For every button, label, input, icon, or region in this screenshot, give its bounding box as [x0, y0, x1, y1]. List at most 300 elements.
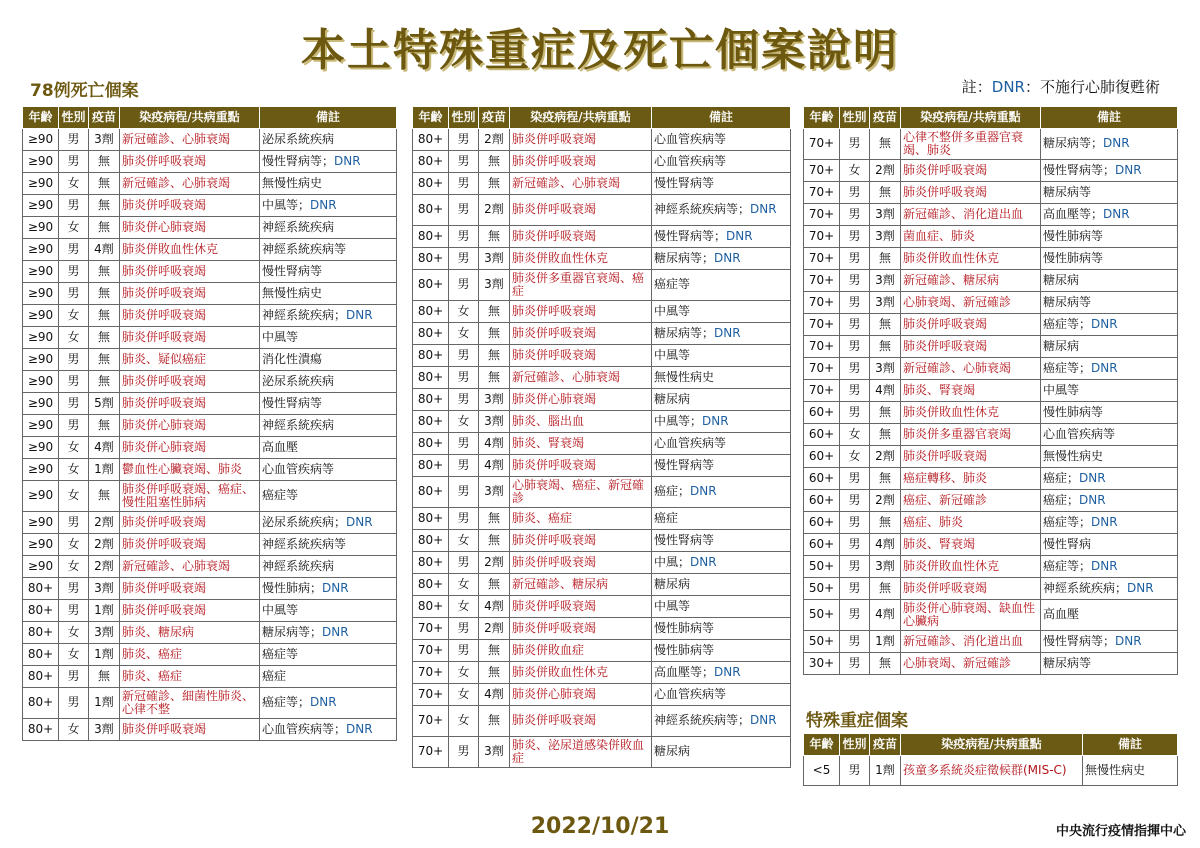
- condition-cell: 心肺衰竭、新冠確診: [901, 292, 1041, 314]
- header-sex: 性別: [59, 107, 89, 129]
- vaccine-cell: 4劑: [479, 433, 510, 455]
- vaccine-cell: 無: [89, 481, 120, 512]
- remarks-text: 癌症等: [262, 488, 299, 503]
- dnr-tag: DNR: [1115, 162, 1142, 177]
- age-cell: 80+: [413, 552, 449, 574]
- vaccine-cell: 2劑: [479, 552, 510, 574]
- remarks-text: 高血壓: [262, 439, 299, 454]
- vaccine-cell: 3劑: [870, 226, 901, 248]
- vaccine-cell: 無: [870, 182, 901, 204]
- table-row: [413, 684, 791, 706]
- age-cell: 50+: [804, 600, 840, 631]
- remarks-cell: [1041, 534, 1178, 556]
- header-age: 年齡: [413, 107, 449, 129]
- condition-cell: 肺炎併敗血性休克: [901, 556, 1041, 578]
- dnr-tag: DNR: [1091, 558, 1118, 573]
- vaccine-cell: 無: [870, 424, 901, 446]
- remarks-text: 糖尿病等: [1043, 655, 1092, 670]
- vaccine-cell: 無: [870, 336, 901, 358]
- vaccine-cell: 無: [89, 371, 120, 393]
- condition-cell: 孩童多系統炎症徵候群(MIS-C): [901, 756, 1083, 786]
- table-row: [413, 706, 791, 737]
- remarks-text: 慢性肺病等: [654, 620, 715, 635]
- header-vaccine: 疫苗: [870, 734, 901, 756]
- header-sex: 性別: [840, 734, 870, 756]
- header-condition: 染疫病程/共病重點: [901, 107, 1041, 129]
- table-row: [804, 270, 1178, 292]
- remarks-text: 慢性腎病等: [654, 532, 715, 547]
- condition-cell: 肺炎、癌症: [120, 644, 260, 666]
- sex-cell: 女: [59, 481, 89, 512]
- condition-cell: 肺炎併呼吸衰竭: [120, 151, 260, 173]
- age-cell: 80+: [413, 195, 449, 226]
- age-cell: 80+: [413, 345, 449, 367]
- vaccine-cell: 3劑: [870, 292, 901, 314]
- condition-cell: 肺炎併呼吸衰竭: [120, 600, 260, 622]
- age-cell: 70+: [804, 270, 840, 292]
- remarks-text: 神經系統疾病等: [262, 241, 347, 256]
- sex-cell: 男: [59, 415, 89, 437]
- vaccine-cell: 4劑: [479, 455, 510, 477]
- sex-cell: 男: [840, 578, 870, 600]
- header-remarks: 備註: [260, 107, 397, 129]
- sex-cell: 女: [449, 596, 479, 618]
- sex-cell: 男: [840, 182, 870, 204]
- age-cell: 70+: [413, 737, 449, 768]
- age-cell: 70+: [804, 336, 840, 358]
- dnr-tag: DNR: [1127, 580, 1154, 595]
- remarks-cell: [652, 477, 791, 508]
- remarks-cell: [1041, 248, 1178, 270]
- sex-cell: 男: [59, 578, 89, 600]
- remarks-text: 慢性腎病等: [262, 395, 323, 410]
- age-cell: 50+: [804, 556, 840, 578]
- sex-cell: 男: [449, 367, 479, 389]
- sex-cell: 男: [840, 631, 870, 653]
- sex-cell: 女: [449, 323, 479, 345]
- sex-cell: 男: [449, 552, 479, 574]
- remarks-cell: [260, 349, 397, 371]
- table-row: [413, 455, 791, 477]
- table-row: [23, 305, 397, 327]
- condition-cell: 肺炎併呼吸衰竭: [510, 226, 652, 248]
- table-row: [804, 358, 1178, 380]
- remarks-cell: [652, 574, 791, 596]
- vaccine-cell: 無: [479, 151, 510, 173]
- age-cell: ≥90: [23, 283, 59, 305]
- sex-cell: 男: [449, 640, 479, 662]
- remarks-cell: [260, 393, 397, 415]
- sex-cell: 女: [449, 301, 479, 323]
- age-cell: 80+: [413, 574, 449, 596]
- table-row: [23, 600, 397, 622]
- table-row: [413, 195, 791, 226]
- age-cell: 80+: [23, 719, 59, 741]
- sex-cell: 男: [840, 226, 870, 248]
- remarks-cell: [260, 437, 397, 459]
- sex-cell: 男: [449, 248, 479, 270]
- remarks-cell: [260, 327, 397, 349]
- remarks-cell: [652, 640, 791, 662]
- dnr-tag: DNR: [714, 664, 741, 679]
- age-cell: 70+: [804, 380, 840, 402]
- note-prefix: 註：: [961, 78, 992, 96]
- condition-cell: 肺炎、疑似癌症: [120, 349, 260, 371]
- age-cell: 70+: [413, 640, 449, 662]
- remarks-text: 心血管疾病等: [262, 461, 335, 476]
- remarks-cell: [260, 371, 397, 393]
- sex-cell: 男: [840, 129, 870, 160]
- remarks-text: 心血管疾病等；: [262, 721, 347, 736]
- vaccine-cell: 無: [479, 345, 510, 367]
- vaccine-cell: 無: [89, 173, 120, 195]
- remarks-cell: [652, 684, 791, 706]
- age-cell: ≥90: [23, 305, 59, 327]
- age-cell: 80+: [413, 596, 449, 618]
- sex-cell: 男: [840, 756, 870, 786]
- condition-cell: 肺炎併心肺衰竭: [510, 389, 652, 411]
- table-row: [804, 556, 1178, 578]
- table-row: [804, 512, 1178, 534]
- condition-cell: 肺炎併敗血性休克: [510, 662, 652, 684]
- age-cell: 70+: [413, 706, 449, 737]
- dnr-tag: DNR: [310, 695, 337, 710]
- condition-cell: 肺炎併呼吸衰竭: [510, 455, 652, 477]
- remarks-text: 無慢性病史: [262, 285, 323, 300]
- sex-cell: 男: [59, 151, 89, 173]
- sex-cell: 男: [59, 393, 89, 415]
- remarks-cell: [260, 578, 397, 600]
- age-cell: 80+: [413, 173, 449, 195]
- vaccine-cell: 無: [870, 653, 901, 675]
- vaccine-cell: 無: [479, 508, 510, 530]
- condition-cell: 肺炎併呼吸衰竭: [510, 151, 652, 173]
- remarks-cell: [652, 530, 791, 552]
- condition-cell: 肺炎併呼吸衰竭: [510, 706, 652, 737]
- vaccine-cell: 5劑: [89, 393, 120, 415]
- header-remarks: 備註: [1083, 734, 1178, 756]
- remarks-cell: [652, 129, 791, 151]
- condition-cell: 新冠確診、細菌性肺炎、心律不整: [120, 688, 260, 719]
- sex-cell: 男: [59, 129, 89, 151]
- remarks-text: 慢性肺病等: [654, 642, 715, 657]
- vaccine-cell: 無: [89, 283, 120, 305]
- table-row: [413, 618, 791, 640]
- remarks-cell: [652, 323, 791, 345]
- remarks-text: 癌症等；: [262, 695, 311, 710]
- condition-cell: 新冠確診、心肺衰竭: [510, 367, 652, 389]
- remarks-text: 慢性腎病等；: [262, 153, 335, 168]
- dnr-tag: DNR: [1091, 316, 1118, 331]
- table-row: [23, 437, 397, 459]
- vaccine-cell: 無: [479, 173, 510, 195]
- sex-cell: 男: [59, 666, 89, 688]
- vaccine-cell: 3劑: [479, 477, 510, 508]
- table-row: [413, 596, 791, 618]
- remarks-text: 中風等: [1043, 382, 1080, 397]
- sex-cell: 男: [840, 314, 870, 336]
- remarks-text: 心血管疾病等: [654, 686, 727, 701]
- vaccine-cell: 1劑: [870, 631, 901, 653]
- remarks-cell: [652, 662, 791, 684]
- remarks-cell: [652, 270, 791, 301]
- age-cell: 80+: [23, 622, 59, 644]
- report-date: 2022/10/21: [530, 814, 670, 839]
- remarks-cell: [260, 556, 397, 578]
- remarks-text: 慢性肺病；: [262, 580, 323, 595]
- remarks-text: 高血壓: [1043, 607, 1080, 622]
- special-cases-table: [803, 733, 1178, 786]
- vaccine-cell: 無: [89, 195, 120, 217]
- table-row: [413, 226, 791, 248]
- condition-cell: 肺炎併心肺衰竭: [120, 415, 260, 437]
- age-cell: 80+: [413, 530, 449, 552]
- remarks-text: 中風等；: [262, 197, 311, 212]
- remarks-text: 中風；: [654, 554, 691, 569]
- condition-cell: 肺炎併呼吸衰竭: [901, 160, 1041, 182]
- remarks-text: 糖尿病: [654, 576, 691, 591]
- vaccine-cell: 4劑: [479, 596, 510, 618]
- vaccine-cell: 無: [479, 301, 510, 323]
- table-row: [804, 631, 1178, 653]
- condition-cell: 肺炎併呼吸衰竭、癌症、慢性阻塞性肺病: [120, 481, 260, 512]
- vaccine-cell: 無: [89, 151, 120, 173]
- remarks-text: 癌症等；: [1043, 514, 1092, 529]
- remarks-cell: [1041, 336, 1178, 358]
- vaccine-cell: 無: [870, 402, 901, 424]
- remarks-cell: [260, 719, 397, 741]
- vaccine-cell: 3劑: [479, 270, 510, 301]
- condition-cell: 肺炎併心肺衰竭、缺血性心臟病: [901, 600, 1041, 631]
- remarks-text: 慢性腎病等；: [1043, 162, 1116, 177]
- vaccine-cell: 無: [479, 323, 510, 345]
- age-cell: 70+: [804, 226, 840, 248]
- table-row: [804, 129, 1178, 160]
- table-row: [23, 327, 397, 349]
- sex-cell: 男: [449, 345, 479, 367]
- sex-cell: 女: [840, 424, 870, 446]
- special-section-title: 特殊重症個案: [806, 711, 908, 731]
- age-cell: 60+: [804, 424, 840, 446]
- dnr-tag: DNR: [310, 197, 337, 212]
- dnr-note: [962, 76, 1160, 97]
- remarks-cell: [1041, 631, 1178, 653]
- vaccine-cell: 2劑: [479, 129, 510, 151]
- condition-cell: 肺炎併呼吸衰竭: [120, 305, 260, 327]
- remarks-text: 糖尿病: [654, 744, 691, 759]
- vaccine-cell: 4劑: [870, 534, 901, 556]
- remarks-text: 無慢性病史: [262, 175, 323, 190]
- table-row: [804, 336, 1178, 358]
- remarks-cell: [652, 226, 791, 248]
- vaccine-cell: 2劑: [870, 160, 901, 182]
- header-age: 年齡: [804, 734, 840, 756]
- remarks-cell: [652, 248, 791, 270]
- condition-cell: 肺炎併敗血性休克: [901, 402, 1041, 424]
- table-row: [413, 301, 791, 323]
- table-row: [804, 248, 1178, 270]
- remarks-text: 慢性腎病等: [262, 263, 323, 278]
- remarks-text: 神經系統疾病；: [1043, 580, 1128, 595]
- age-cell: 70+: [413, 662, 449, 684]
- remarks-cell: [260, 239, 397, 261]
- remarks-cell: [260, 666, 397, 688]
- remarks-cell: [652, 301, 791, 323]
- vaccine-cell: 1劑: [870, 756, 901, 786]
- vaccine-cell: 無: [870, 512, 901, 534]
- table-row: [804, 182, 1178, 204]
- age-cell: 60+: [804, 512, 840, 534]
- age-cell: ≥90: [23, 129, 59, 151]
- table-row: [804, 534, 1178, 556]
- condition-cell: 肺炎併呼吸衰竭: [510, 345, 652, 367]
- remarks-text: 消化性潰瘍: [262, 351, 323, 366]
- agency-name: 中央流行疫情指揮中心: [1055, 824, 1186, 839]
- sex-cell: 男: [840, 534, 870, 556]
- condition-cell: 肺炎併呼吸衰竭: [510, 195, 652, 226]
- table-row: [23, 534, 397, 556]
- condition-cell: 新冠確診、心肺衰竭: [120, 129, 260, 151]
- table-row: [413, 411, 791, 433]
- condition-cell: 肺炎併敗血性休克: [510, 248, 652, 270]
- vaccine-cell: 無: [89, 261, 120, 283]
- dnr-tag: DNR: [750, 202, 777, 217]
- sex-cell: 女: [449, 662, 479, 684]
- remarks-cell: [260, 644, 397, 666]
- age-cell: ≥90: [23, 239, 59, 261]
- vaccine-cell: 4劑: [479, 684, 510, 706]
- remarks-cell: [652, 618, 791, 640]
- condition-cell: 癌症、新冠確診: [901, 490, 1041, 512]
- vaccine-cell: 3劑: [89, 578, 120, 600]
- sex-cell: 男: [840, 490, 870, 512]
- remarks-text: 糖尿病: [654, 391, 691, 406]
- remarks-text: 癌症: [262, 668, 287, 683]
- table-row: [413, 433, 791, 455]
- table-row: [413, 248, 791, 270]
- vaccine-cell: 無: [89, 217, 120, 239]
- remarks-text: 中風等: [654, 303, 691, 318]
- vaccine-cell: 3劑: [870, 204, 901, 226]
- table-row: [413, 129, 791, 151]
- condition-cell: 肺炎併呼吸衰竭: [510, 552, 652, 574]
- dnr-tag: DNR: [702, 413, 729, 428]
- table-row: [804, 314, 1178, 336]
- remarks-text: 中風等: [262, 329, 299, 344]
- remarks-cell: [1083, 756, 1178, 786]
- condition-cell: 肺炎併呼吸衰竭: [510, 129, 652, 151]
- age-cell: ≥90: [23, 437, 59, 459]
- condition-cell: 肺炎併呼吸衰竭: [120, 283, 260, 305]
- remarks-cell: [652, 173, 791, 195]
- table-row: [23, 393, 397, 415]
- condition-cell: 肺炎、腦出血: [510, 411, 652, 433]
- death-section-title: 78例死亡個案: [30, 81, 139, 101]
- vaccine-cell: 無: [870, 468, 901, 490]
- header-remarks: 備註: [652, 107, 791, 129]
- condition-cell: 肺炎併呼吸衰竭: [510, 596, 652, 618]
- age-cell: 80+: [413, 455, 449, 477]
- age-cell: ≥90: [23, 349, 59, 371]
- age-cell: 80+: [23, 600, 59, 622]
- remarks-cell: [260, 283, 397, 305]
- vaccine-cell: 1劑: [89, 459, 120, 481]
- table-row: [413, 477, 791, 508]
- age-cell: 80+: [23, 688, 59, 719]
- vaccine-cell: 2劑: [870, 446, 901, 468]
- vaccine-cell: 3劑: [479, 248, 510, 270]
- remarks-text: 慢性肺病等: [1043, 250, 1104, 265]
- remarks-cell: [652, 706, 791, 737]
- dnr-tag: DNR: [322, 624, 349, 639]
- remarks-text: 無慢性病史: [654, 369, 715, 384]
- condition-cell: 心律不整併多重器官衰竭、肺炎: [901, 129, 1041, 160]
- vaccine-cell: 1劑: [89, 644, 120, 666]
- dnr-tag: DNR: [1115, 633, 1142, 648]
- condition-cell: 肺炎、泌尿道感染併敗血症: [510, 737, 652, 768]
- remarks-cell: [652, 151, 791, 173]
- sex-cell: 男: [449, 455, 479, 477]
- remarks-text: 癌症等；: [1043, 316, 1092, 331]
- remarks-text: 高血壓等；: [1043, 206, 1104, 221]
- sex-cell: 男: [840, 270, 870, 292]
- remarks-text: 癌症等: [262, 646, 299, 661]
- remarks-cell: [260, 305, 397, 327]
- vaccine-cell: 無: [479, 367, 510, 389]
- sex-cell: 女: [840, 446, 870, 468]
- remarks-cell: [652, 389, 791, 411]
- vaccine-cell: 2劑: [479, 195, 510, 226]
- condition-cell: 新冠確診、心肺衰竭: [120, 556, 260, 578]
- age-cell: 60+: [804, 534, 840, 556]
- death-table-1: [22, 106, 397, 741]
- remarks-cell: [260, 173, 397, 195]
- remarks-cell: [260, 151, 397, 173]
- vaccine-cell: 無: [870, 314, 901, 336]
- condition-cell: 肺炎併呼吸衰竭: [901, 336, 1041, 358]
- remarks-cell: [1041, 653, 1178, 675]
- table-row: [23, 719, 397, 741]
- age-cell: ≥90: [23, 217, 59, 239]
- remarks-text: 糖尿病: [1043, 272, 1080, 287]
- remarks-cell: [1041, 424, 1178, 446]
- remarks-cell: [260, 195, 397, 217]
- condition-cell: 肺炎併呼吸衰竭: [120, 512, 260, 534]
- sex-cell: 男: [840, 248, 870, 270]
- vaccine-cell: 無: [870, 129, 901, 160]
- table-row: [23, 622, 397, 644]
- sex-cell: 男: [840, 468, 870, 490]
- table-row: [23, 371, 397, 393]
- sex-cell: 男: [449, 737, 479, 768]
- age-cell: ≥90: [23, 512, 59, 534]
- header-condition: 染疫病程/共病重點: [120, 107, 260, 129]
- age-cell: 80+: [23, 666, 59, 688]
- sex-cell: 女: [449, 684, 479, 706]
- remarks-text: 心血管疾病等: [654, 131, 727, 146]
- remarks-cell: [260, 600, 397, 622]
- remarks-text: 癌症；: [1043, 470, 1080, 485]
- vaccine-cell: 4劑: [870, 380, 901, 402]
- remarks-text: 神經系統疾病: [262, 558, 335, 573]
- table-row: [804, 160, 1178, 182]
- condition-cell: 新冠確診、糖尿病: [510, 574, 652, 596]
- condition-cell: 肺炎、腎衰竭: [901, 380, 1041, 402]
- remarks-text: 慢性肺病等: [1043, 228, 1104, 243]
- age-cell: <5: [804, 756, 840, 786]
- sex-cell: 男: [840, 600, 870, 631]
- header-vaccine: 疫苗: [479, 107, 510, 129]
